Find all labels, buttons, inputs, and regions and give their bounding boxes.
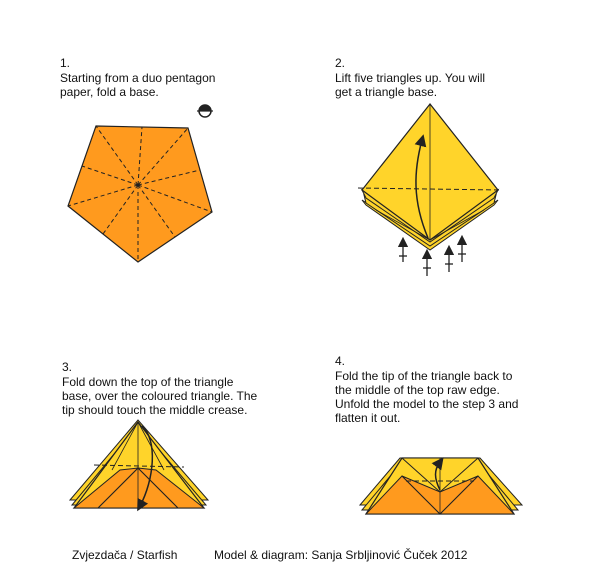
- step-2-description: Lift five triangles up. You will get a triangle base.: [335, 71, 486, 99]
- footer-credit: Model & diagram: Sanja Srbljinović Čuček 2012: [214, 548, 468, 562]
- step-3-number: 3.: [62, 360, 73, 374]
- step-3-description: Fold down the top of the triangle base, over the coloured triangle. The tip should touch the middle crease.: [62, 375, 258, 417]
- step-3-diagram: [70, 420, 208, 508]
- pentagon-paper: [68, 126, 212, 262]
- step-4-description: Fold the tip of the triangle back to the middle of the top raw edge. Unfold the model to the step 3 and flatten it out.: [335, 369, 519, 425]
- step-4-number: 4.: [335, 354, 346, 368]
- step-2-diagram: [358, 104, 500, 276]
- turn-over-icon: [197, 105, 213, 117]
- step-1-diagram: [68, 105, 213, 262]
- footer-title: Zvjezdača / Starfish: [72, 548, 178, 562]
- step-4-diagram: [360, 458, 522, 514]
- step-2-number: 2.: [335, 56, 346, 70]
- step-1-description: Starting from a duo pentagon paper, fold a base.: [60, 71, 216, 99]
- step-1-number: 1.: [60, 56, 71, 70]
